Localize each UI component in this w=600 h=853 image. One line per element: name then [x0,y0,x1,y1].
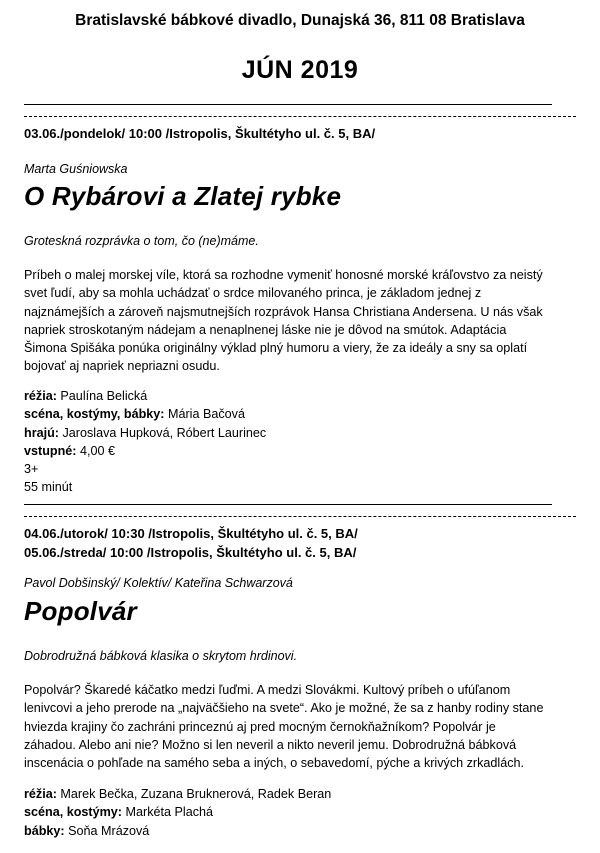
description-line: Príbeh o malej morskej víle, ktorá sa rozhodne vymeniť honosné morské kráľovstvo za neistý [24,268,543,282]
event-date-venue: 05.06./streda/ 10:00 /Istropolis, Škultétyho ul. č. 5, BA/ [24,545,357,560]
event-title: O Rybárovi a Zlatej rybke [24,181,342,211]
credit-price: vstupné: 4,00 € [24,443,115,458]
credit-age: 3+ [24,462,39,477]
credit-director: réžia: Marek Bečka, Zuzana Bruknerová, Radek Beran [24,787,332,801]
description-line: Popolvár? Škaredé káčatko medzi ľuďmi. A medzi Slovákmi. Kultový príbeh o ufúľanom [24,683,511,697]
credit-puppets: bábky: Soňa Mrázová [24,823,150,838]
description-line: Šimona Spišáka ponúka originálny výklad plný humoru a viery, že za ideály a sny sa oplatí [24,341,528,356]
event-description [24,681,564,772]
event-credits [24,387,266,497]
credit-director: réžia: Paulína Belická [24,389,148,403]
organizer-header: Bratislavské bábkové divadlo, Dunajská 36, 811 08 Bratislava [75,12,525,29]
description-line: svet ľudí, aby sa mohla uchádzať o srdce milovaného princa, je základom jednej z [24,286,482,301]
event-date-venue: 03.06./pondelok/ 10:00 /Istropolis, Škultétyho ul. č. 5, BA/ [24,126,376,141]
credit-cast: hrajú: Jaroslava Hupková, Róbert Laurinec [24,425,267,440]
credit-design: scéna, kostýmy: Markéta Plachá [24,805,214,820]
event-author: Marta Guśniowska [24,162,128,176]
event-author: Pavol Dobšinský/ Kolektív/ Kateřina Schwarzová [24,576,293,590]
description-line: bojovať aj napriek nepriazni osudu. [24,359,220,374]
description-line: napriek stroskotaným nádejam a nenaplnenej láske nie je dôvod na smútok. Adaptácia [24,322,507,337]
event-tagline: Groteskná rozprávka o tom, čo (ne)máme. [24,234,259,248]
event-title: Popolvár [24,596,137,626]
description-line: inscenácia o pohľade na samého seba a iných, o sebavedomí, pýche a krivých zrkadlách. [24,756,525,771]
event-description [24,266,564,376]
description-line: záhadou. Alebo ani nie? Možno si len neveril a nikto neveril jemu. Dobrodružná bábková [24,737,517,752]
description-line: hviezda krajiny čo zachráni princeznú aj pred mocným černokňažníkom? Popolvár je [24,719,496,734]
separator-solid [24,104,552,105]
credit-duration: 55 minút [24,480,73,495]
event-tagline: Dobrodružná bábková klasika o skrytom hrdinovi. [24,649,298,663]
description-line: lenivcovi a jeho prerode na „najväčšieho na svete“. Ako je možné, že sa z hanby rodiny stane [24,701,544,716]
event-date-venue: 04.06./utorok/ 10:30 /Istropolis, Škultétyho ul. č. 5, BA/ [24,526,358,541]
month-title: JÚN 2019 [241,56,359,84]
separator-dashed [24,516,576,517]
event-credits [24,785,331,840]
separator-solid [24,504,552,505]
credit-design: scéna, kostýmy, bábky: Mária Bačová [24,407,245,422]
description-line: najznámejších a zároveň najsmutnejších rozprávok Hansa Christiana Andersena. U nás však [24,304,543,319]
separator-dashed [24,116,576,117]
